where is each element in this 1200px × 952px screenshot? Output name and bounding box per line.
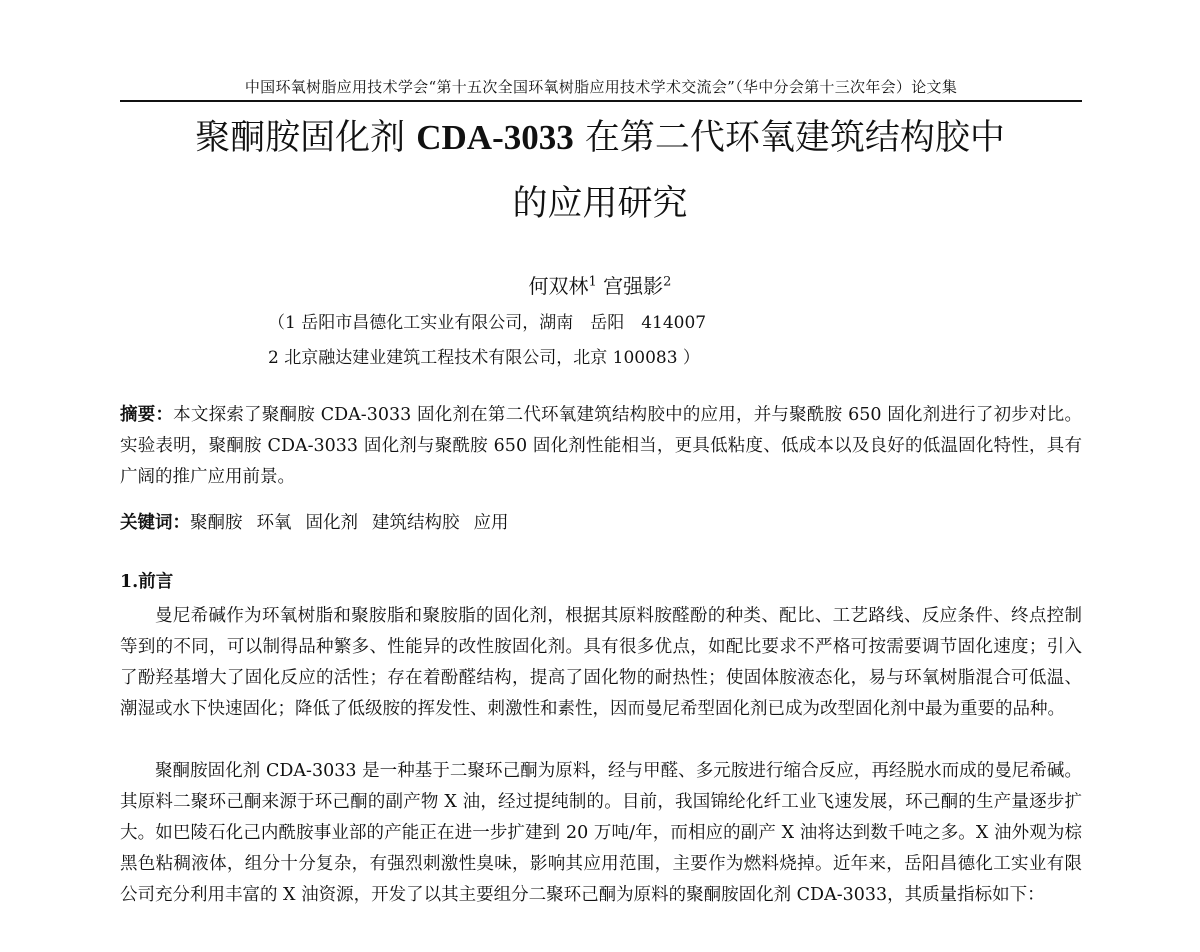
author-2: 宫强影 bbox=[603, 274, 664, 298]
header-rule bbox=[120, 100, 1082, 102]
keyword: 建筑结构胶 bbox=[372, 513, 460, 533]
abstract-text: 本文探索了聚酮胺 CDA-3033 固化剂在第二代环氧建筑结构胶中的应用，并与聚酰胺 650 固化剂进行了初步对比。实验表明，聚酮胺 CDA-3033 固化剂与聚酰胺 650 固化剂性能相当，更具低粘度、低成本以及良好的低温固化特性，具有广阔的推广应用前景。 bbox=[120, 405, 1082, 487]
title-prefix: 聚酮胺固化剂 bbox=[195, 118, 417, 158]
section-heading-introduction: 1.前言 bbox=[120, 572, 174, 592]
abstract bbox=[120, 400, 1082, 493]
keyword: 应用 bbox=[473, 513, 509, 533]
title-suffix: 在第二代环氧建筑结构胶中 bbox=[573, 118, 1005, 158]
body-paragraph-2: 聚酮胺固化剂 CDA-3033 是一种基于二聚环己酮为原料，经与甲醛、多元胺进行缩合反应，再经脱水而成的曼尼希碱。其原料二聚环己酮来源于环己酮的副产物 X 油，经过提纯制的。目前，我国锦纶化纤工业飞速发展，环己酮的生产量逐步扩大。如巴陵石化己内酰胺事业部的产能正在进一步扩建到 20 万吨/年，而相应的副产 X 油将达到数千吨之多。X 油外观为棕黑色粘稠液体，组分十分复杂，有强烈刺激性臭味，影响其应用范围，主要作为燃料烧掉。近年来，岳阳昌德化工实业有限公司充分利用丰富的 X 油资源，开发了以其主要组分二聚环己酮为原料的聚酮胺固化剂 CDA-3033，其质量指标如下： bbox=[120, 761, 1082, 905]
keyword: 固化剂 bbox=[305, 513, 358, 533]
body-paragraph-1: 曼尼希碱作为环氧树脂和聚胺脂和聚胺脂的固化剂，根据其原料胺醛酚的种类、配比、工艺路线、反应条件、终点控制等到的不同，可以制得品种繁多、性能异的改性胺固化剂。具有很多优点，如配比要求不严格可按需要调节固化速度；引入了酚羟基增大了固化反应的活性；存在着酚醛结构，提高了固化物的耐热性；使固体胺液态化，易与环氧树脂混合可低温、潮湿或水下快速固化；降低了低级胺的挥发性、刺激性和素性，因而曼尼希型固化剂已成为改型固化剂中最为重要的品种。 bbox=[120, 606, 1082, 719]
author-1-affiliation-mark: 1 bbox=[588, 274, 597, 290]
keywords bbox=[120, 508, 1082, 539]
affiliation-2: 2 北京融达建业建筑工程技术有限公司，北京 100083 ） bbox=[268, 348, 700, 368]
paper-title-line-2: 的应用研究 bbox=[512, 184, 688, 224]
affiliation-1: （1 岳阳市昌德化工实业有限公司，湖南 岳阳 414007 bbox=[268, 313, 707, 333]
paper-title-line-1 bbox=[0, 118, 1200, 158]
keywords-label: 关键词： bbox=[120, 513, 190, 533]
author-line bbox=[0, 270, 1200, 299]
keyword: 聚酮胺 bbox=[190, 513, 243, 533]
keyword: 环氧 bbox=[256, 513, 292, 533]
title-product-code: CDA-3033 bbox=[416, 118, 574, 157]
abstract-label: 摘要： bbox=[120, 405, 174, 425]
author-1: 何双林 bbox=[528, 274, 589, 298]
running-head: 中国环氧树脂应用技术学会“第十五次全国环氧树脂应用技术学术交流会”（华中分会第十三次年会）论文集 bbox=[244, 78, 958, 96]
author-2-affiliation-mark: 2 bbox=[663, 274, 672, 290]
